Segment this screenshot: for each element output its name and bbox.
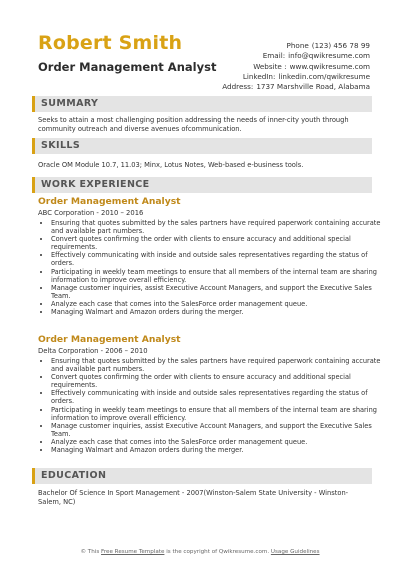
footer-copyright: © This (80, 549, 100, 555)
footer-template-link[interactable]: Free Resume Template (101, 549, 165, 555)
list-item: • Ensuring that quotes submitted by the sales partners have required paperwork containing accurate and available part numbers. (51, 357, 381, 373)
job-bullets-1 (38, 219, 381, 316)
list-item: • Managing Walmart and Amazon orders during the merger. (51, 446, 381, 454)
contact-website[interactable]: Website : www.qwikresume.com (253, 61, 370, 71)
list-item: • Managing Walmart and Amazon orders during the merger. (51, 308, 381, 316)
list-item: • Manage customer inquiries, assist Executive Account Managers, and support the Executive Sales Team. (51, 284, 381, 300)
candidate-title: Order Management Analyst (38, 60, 217, 74)
list-item: • Analyze each case that comes into the SalesForce order management queue. (51, 300, 381, 308)
contact-linkedin[interactable]: LinkedIn: linkedin.com/qwikresume (242, 71, 370, 81)
list-item: • Effectively communicating with inside and outside sales representatives regarding the status of orders. (51, 251, 381, 267)
job-bullets-2 (38, 357, 381, 454)
summary-heading: SUMMARY (32, 96, 372, 112)
list-item: • Analyze each case that comes into the SalesForce order management queue. (51, 438, 381, 446)
contact-block (222, 41, 370, 92)
footer (0, 549, 400, 555)
job-company-1: ABC Corporation - 2010 – 2016 (38, 209, 144, 217)
skills-text: Oracle OM Module 10.7, 11.03; Minx, Lotus Notes, Web-based e-business tools. (38, 161, 304, 169)
contact-phone: Phone (123) 456 78 99 (286, 41, 370, 50)
footer-guidelines-link[interactable]: Usage Guidelines (270, 549, 320, 555)
education-heading: EDUCATION (32, 468, 372, 484)
list-item: • Convert quotes confirming the order with clients to ensure accuracy and additional special requirements. (51, 235, 381, 251)
list-item: • Convert quotes confirming the order with clients to ensure accuracy and additional special requirements. (51, 373, 381, 389)
job-title-2: Order Management Analyst (38, 334, 181, 345)
candidate-name: Robert Smith (38, 32, 183, 54)
list-item: • Manage customer inquiries, assist Executive Account Managers, and support the Executive Sales Team. (51, 422, 381, 438)
list-item: • Ensuring that quotes submitted by the sales partners have required paperwork containing accurate and available part numbers. (51, 219, 381, 235)
contact-address: Address: 1737 Marshville Road, Alabama (222, 82, 370, 92)
job-title-1: Order Management Analyst (38, 196, 181, 207)
list-item: • Effectively communicating with inside and outside sales representatives regarding the status of orders. (51, 389, 381, 405)
skills-heading: SKILLS (32, 138, 372, 154)
list-item: • Participating in weekly team meetings to ensure that all members of the internal team are sharing information to improve overall efficiency. (51, 268, 381, 284)
list-item: • Participating in weekly team meetings to ensure that all members of the internal team are sharing information to improve overall efficiency. (51, 406, 381, 422)
footer-copyright-rest: is the copyright of Qwikresume.com. (166, 549, 270, 555)
education-text: Bachelor Of Science In Sport Management - 2007(Winston-Salem State University - Winston-Salem, NC) (38, 489, 349, 506)
job-company-2: Delta Corporation - 2006 – 2010 (38, 347, 148, 355)
summary-text: Seeks to attain a most challenging position addressing the needs of inner-city youth through community outreach and diverse avenues ofcommunication. (38, 116, 349, 133)
experience-heading: WORK EXPERIENCE (32, 177, 372, 193)
contact-email[interactable]: Email: info@qwikresume.com (262, 51, 370, 61)
